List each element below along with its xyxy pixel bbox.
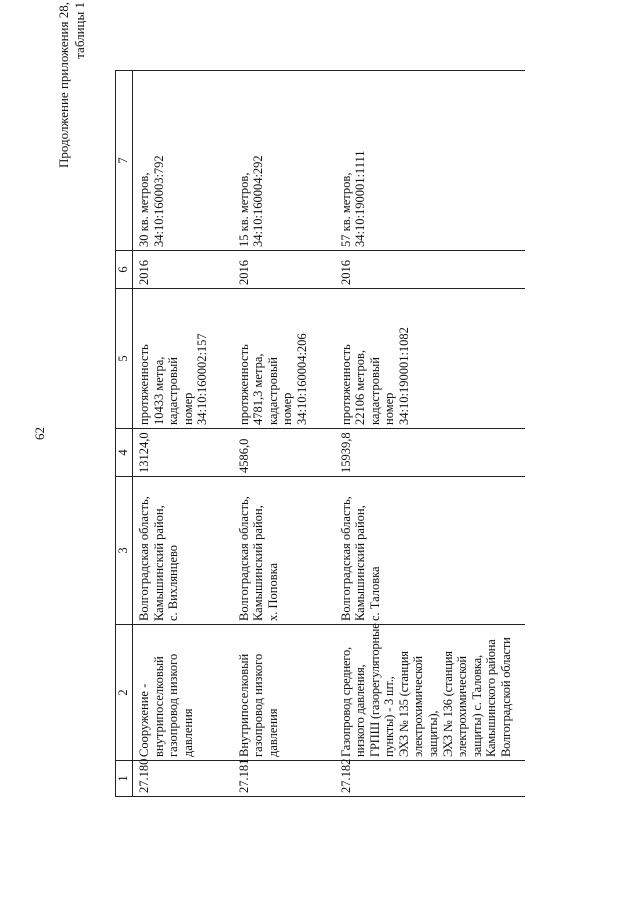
object-name-line: пункты) - 3 шт., (382, 676, 397, 757)
table-row (233, 71, 335, 797)
address-line: с. Вихлянцево (166, 544, 181, 621)
header-cell-col-7: 7 (116, 71, 133, 251)
object-value: 4586,0 (233, 429, 335, 477)
object-address (335, 477, 525, 625)
area-line: 57 кв. метров, (338, 172, 353, 247)
object-name-line: защиты), (426, 710, 441, 757)
address-line: х. Поповка (265, 562, 280, 621)
table-header (116, 71, 133, 797)
object-name (133, 625, 233, 761)
extent-line: 34:10:160004:206 (294, 333, 309, 425)
object-name-line: защиты) с. Таловка, (469, 655, 484, 757)
continuation-note-line-2: таблицы 1 (72, 2, 87, 59)
object-name-line: Внутрипоселковый (236, 653, 251, 757)
object-name (335, 625, 525, 761)
header-cell-col-3: 3 (116, 477, 133, 625)
extent-line: протяженность (137, 344, 151, 425)
address-line: Камышинский район, (353, 505, 368, 621)
header-cell-col-2: 2 (116, 625, 133, 761)
object-name-line: Камышинского района (484, 639, 499, 757)
area-line: 34:10:160003:792 (151, 155, 166, 247)
property-register-table (115, 70, 525, 797)
object-name-line: газопровод низкого (251, 653, 266, 757)
object-year: 2016 (335, 251, 525, 289)
object-name-line: ЭХЗ № 135 (станция (396, 651, 411, 757)
object-area (233, 71, 335, 251)
object-name-line: Сооружение - (137, 683, 151, 757)
object-name-line: электрохимической (411, 656, 426, 757)
header-cell-col-5: 5 (116, 289, 133, 429)
address-line: Волгоградская область, (236, 496, 251, 621)
object-year: 2016 (233, 251, 335, 289)
object-name-line: газопровод низкого (166, 653, 181, 757)
row-number: 27.182 (335, 761, 525, 797)
extent-line: номер (280, 392, 295, 425)
address-line: Волгоградская область, (137, 496, 151, 621)
extent-line: 22106 метров, (353, 350, 368, 425)
table-body (133, 71, 525, 797)
rotated-table-container (115, 71, 565, 797)
object-name-line: электрохимической (455, 656, 470, 757)
address-line: Волгоградская область, (338, 496, 353, 621)
table-row (133, 71, 233, 797)
object-value: 15939,8 (335, 429, 525, 477)
extent-line: 34:10:160002:157 (195, 333, 210, 425)
row-number: 27.181 (233, 761, 335, 797)
area-line: 30 кв. метров, (137, 172, 151, 247)
extent-line: протяженность (236, 344, 251, 425)
object-name-line: ГРПШ (газорегуляторные (367, 623, 382, 757)
header-cell-col-6: 6 (116, 251, 133, 289)
object-name-line: ЭХЗ № 136 (станция (440, 651, 455, 757)
header-row (116, 71, 133, 797)
address-line: с. Таловка (367, 566, 382, 621)
object-address (133, 477, 233, 625)
header-cell-col-1: 1 (116, 761, 133, 797)
row-number: 27.180 (133, 761, 233, 797)
extent-line: 4781,3 метра, (251, 353, 266, 425)
area-line: 34:10:160004:292 (251, 155, 266, 247)
extent-line: 34:10:190001:1082 (396, 327, 411, 425)
extent-line: кадастровый (166, 357, 181, 425)
object-extent (335, 289, 525, 429)
object-name-line: внутрипоселковый (151, 656, 166, 757)
extent-line: кадастровый (367, 357, 382, 425)
object-area (335, 71, 525, 251)
extent-line: номер (382, 392, 397, 425)
extent-line: кадастровый (265, 357, 280, 425)
object-area (133, 71, 233, 251)
object-extent (233, 289, 335, 429)
object-name-line: Газопровод среднего, (338, 647, 353, 757)
table-row (335, 71, 525, 797)
object-name-line: низкого давления, (353, 664, 368, 757)
object-name (233, 625, 335, 761)
page-number: 62 (32, 427, 47, 440)
object-name-line: давления (180, 708, 195, 757)
object-address (233, 477, 335, 625)
object-name-line: Волгоградской области (499, 637, 514, 757)
continuation-note-line-1: Продолжение приложения 28, (56, 2, 71, 169)
continuation-note (56, 2, 116, 220)
object-year: 2016 (133, 251, 233, 289)
extent-line: 10433 метра, (151, 356, 166, 425)
area-line: 15 кв. метров, (236, 172, 251, 247)
address-line: Камышинский район, (251, 505, 266, 621)
object-value: 13124,0 (133, 429, 233, 477)
extent-line: протяженность (338, 344, 353, 425)
object-name-line: давления (265, 708, 280, 757)
area-line: 34:10:190001:1111 (353, 150, 368, 247)
address-line: Камышинский район, (151, 505, 166, 621)
extent-line: номер (180, 392, 195, 425)
object-extent (133, 289, 233, 429)
header-cell-col-4: 4 (116, 429, 133, 477)
